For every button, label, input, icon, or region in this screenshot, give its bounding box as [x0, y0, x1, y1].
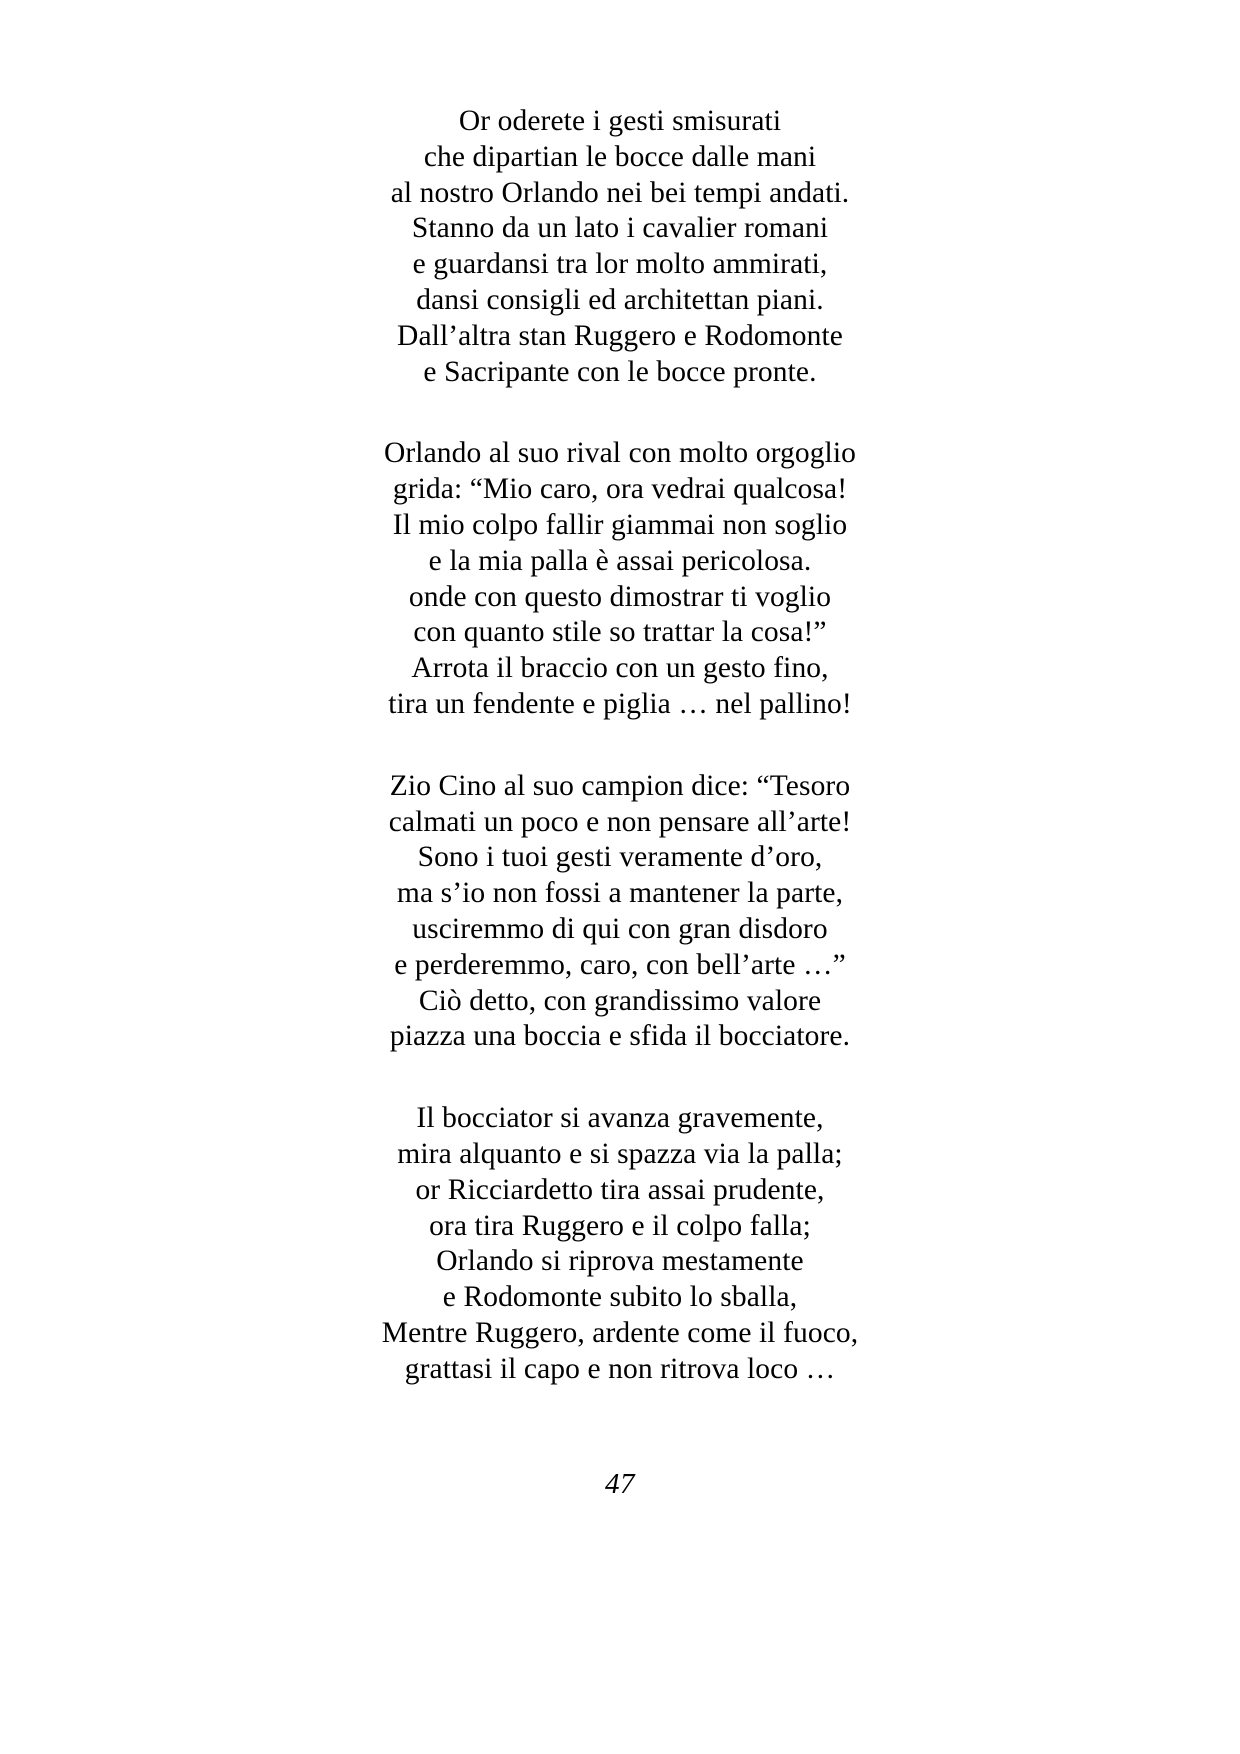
poem-line: ora tira Ruggero e il colpo falla;	[429, 1209, 811, 1242]
poem-line: ma s’io non fossi a mantener la parte,	[396, 877, 844, 910]
poem-line: Dall’altra stan Ruggero e Rodomonte	[397, 319, 843, 352]
poem-line: e Rodomonte subito lo sballa,	[442, 1281, 798, 1314]
poem-line: usciremmo di qui con gran disdoro	[412, 912, 828, 945]
poem-line: or Ricciardetto tira assai prudente,	[415, 1173, 825, 1206]
poem-stanza	[0, 769, 1240, 1055]
poem-line: dansi consigli ed architettan piani.	[416, 283, 824, 316]
poem-line: Mentre Ruggero, ardente come il fuoco,	[381, 1316, 859, 1349]
poem-stanza	[0, 1101, 1240, 1387]
page-footer	[0, 1468, 1240, 1501]
poem-line: e guardansi tra lor molto ammirati,	[412, 248, 828, 281]
poem-line: e perderemmo, caro, con bell’arte …”	[394, 948, 846, 981]
poem-line: Il mio colpo fallir giammai non soglio	[392, 508, 848, 541]
poem-line: Orlando si riprova mestamente	[436, 1245, 804, 1278]
poem-line: grida: “Mio caro, ora vedrai qualcosa!	[392, 473, 848, 506]
poem-line: grattasi il capo e non ritrova loco …	[404, 1352, 836, 1385]
poem-line: che dipartian le bocce dalle mani	[423, 140, 817, 173]
poem-line: Orlando al suo rival con molto orgoglio	[383, 437, 856, 470]
poem-line: Stanno da un lato i cavalier romani	[411, 212, 829, 245]
poem-stanza	[0, 436, 1240, 722]
poem-line: Zio Cino al suo campion dice: “Tesoro	[389, 769, 851, 802]
poem-line: Sono i tuoi gesti veramente d’oro,	[417, 841, 823, 874]
poem-line: mira alquanto e si spazza via la palla;	[397, 1137, 843, 1170]
poem-line: onde con questo dimostrar ti voglio	[408, 580, 832, 613]
poem-line: e Sacripante con le bocce pronte.	[423, 355, 817, 388]
poem-line: e la mia palla è assai pericolosa.	[428, 544, 812, 577]
poem-line: Il bocciator si avanza gravemente,	[416, 1102, 824, 1135]
poem-line: piazza una boccia e sfida il bocciatore.	[389, 1020, 851, 1053]
poem-stanza	[0, 104, 1240, 390]
page-number: 47	[605, 1468, 635, 1500]
poem-line: Or oderete i gesti smisurati	[458, 105, 782, 137]
poem-line: Arrota il braccio con un gesto fino,	[411, 652, 829, 685]
poem-line: al nostro Orlando nei bei tempi andati.	[390, 176, 850, 209]
poem-line: tira un fendente e piglia … nel pallino!	[388, 687, 852, 720]
poem-line: Ciò detto, con grandissimo valore	[418, 984, 822, 1017]
poem-line: con quanto stile so trattar la cosa!”	[413, 616, 827, 649]
poem-line: calmati un poco e non pensare all’arte!	[388, 805, 852, 838]
